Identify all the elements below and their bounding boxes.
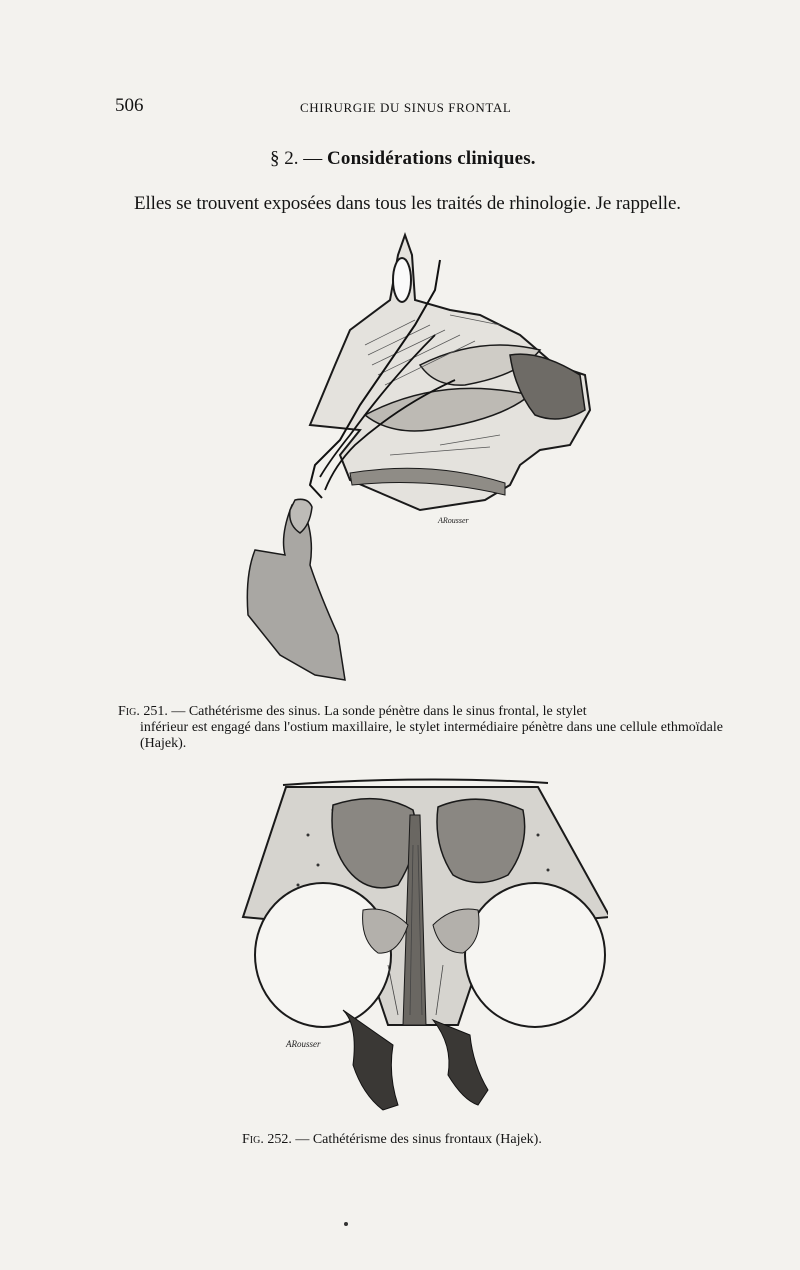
figure-251-signature: ARousser bbox=[438, 516, 469, 525]
figure-252-caption bbox=[242, 1132, 542, 1148]
page-number: 506 bbox=[115, 95, 144, 116]
section-title: Considérations cliniques. bbox=[327, 148, 536, 169]
figure-252-caption-text: — Cathétérisme des sinus frontaux (Hajek). bbox=[295, 1132, 542, 1147]
figure-251-label: Fig. 251. bbox=[118, 704, 168, 719]
figure-252-signature: ARousser bbox=[286, 1039, 321, 1049]
figure-251-illustration bbox=[240, 215, 600, 695]
figure-252-label: Fig. 252. bbox=[242, 1132, 292, 1147]
figure-251-caption bbox=[118, 704, 723, 752]
figure-251-caption-line1: — Cathétérisme des sinus. La sonde pénètre dans le sinus frontal, le stylet bbox=[171, 704, 587, 719]
body-paragraph: Elles se trouvent exposées dans tous les traités de rhinologie. Je rappelle. bbox=[134, 193, 681, 214]
section-heading bbox=[270, 148, 536, 170]
stray-ink-dot bbox=[344, 1222, 348, 1226]
running-head: CHIRURGIE DU SINUS FRONTAL bbox=[300, 100, 512, 115]
section-number: § 2. — bbox=[270, 148, 323, 169]
figure-251-caption-rest: inférieur est engagé dans l'ostium maxillaire, le stylet intermédiaire pénètre dans une cellule ethmoïdale (Hajek). bbox=[140, 720, 723, 751]
figure-252-illustration bbox=[238, 775, 608, 1125]
